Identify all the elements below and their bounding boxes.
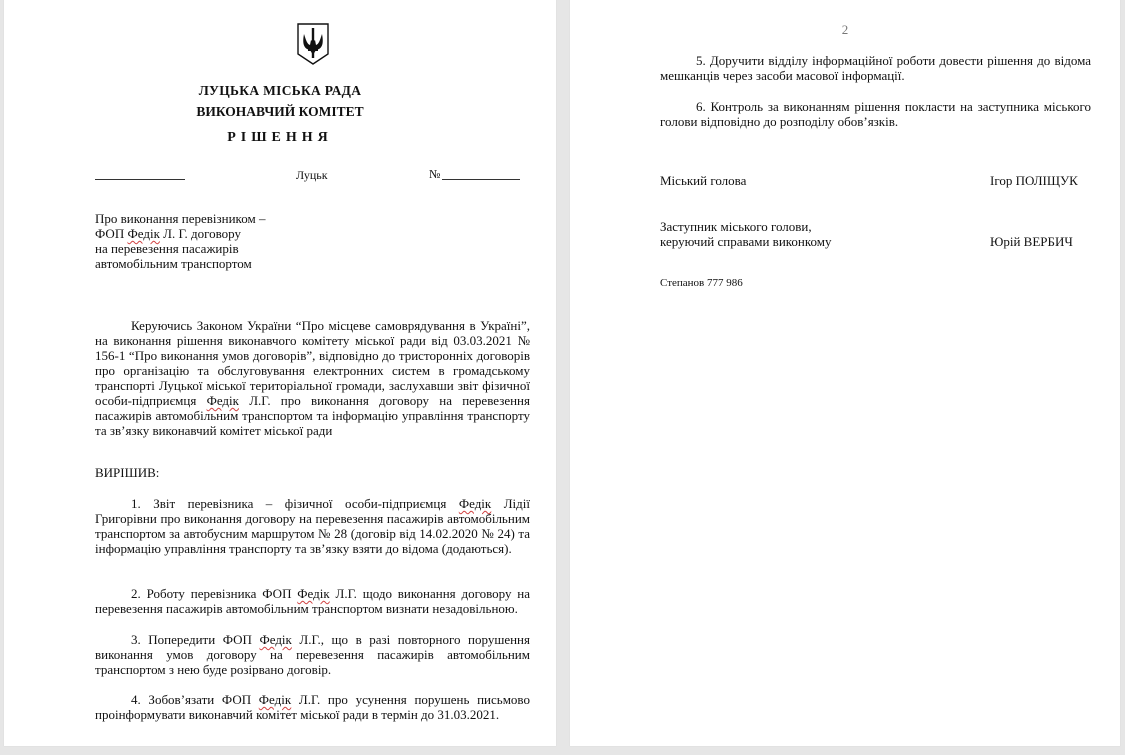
mayor-title: Міський голова	[660, 173, 747, 188]
deputy-title	[660, 219, 832, 249]
decision-item-4: 4. Зобов’язати ФОП Федік Л.Г. про усунення порушень письмово проінформувати виконавчий комітет міської ради в термін до 31.03.2021.	[95, 692, 530, 722]
decision-item-5: 5. Доручити відділу інформаційної роботи довести рішення до відома мешканців через засоби масової інформації.	[660, 53, 1091, 83]
deputy-title-line: Заступник міського голови,	[660, 219, 812, 234]
document-page-2	[570, 0, 1120, 746]
preamble-paragraph: Керуючись Законом України “Про місцеве самоврядування в Україні”, на виконання рішення виконавчого комітету міської ради від 03.03.2021 № 156-1 “Про виконання умов договорів”, відповідно до тристоронніх договорів про організацію та обслуговування електронних систем в громадському транспорті Луцької міської територіальної громади, заслухавши звіт фізичної особи-підприємця Федік Л.Г. про виконання договору на перевезення пасажирів автомобільним транспортом та інформацію управління транспорту та зв’язку виконавчий комітет міської ради	[95, 318, 530, 438]
subject-line: на перевезення пасажирів	[95, 241, 239, 256]
decision-title: РІШЕННЯ	[227, 130, 333, 145]
date-blank-line	[95, 179, 185, 180]
page-number: 2	[841, 22, 849, 37]
number-sign: №	[429, 167, 441, 181]
spellcheck-flagged-word: Федік	[259, 632, 292, 647]
deputy-title-line: керуючий справами виконкому	[660, 234, 832, 249]
coat-of-arms-icon	[296, 22, 330, 66]
executor-contact: Степанов 777 986	[660, 277, 743, 289]
spellcheck-flagged-word: Федік	[297, 586, 330, 601]
resolved-heading: ВИРІШИВ:	[95, 465, 160, 480]
deputy-name: Юрій ВЕРБИЧ	[990, 234, 1073, 249]
decision-item-6: 6. Контроль за виконанням рішення покласти на заступника міського голови відповідно до розподілу обов’язків.	[660, 99, 1091, 129]
council-name: ЛУЦЬКА МІСЬКА РАДА	[198, 83, 362, 98]
committee-name: ВИКОНАВЧИЙ КОМІТЕТ	[196, 104, 364, 119]
city-name: Луцьк	[296, 168, 328, 182]
spellcheck-flagged-word: Федік	[206, 393, 239, 408]
subject-line: Про виконання перевізником –	[95, 211, 266, 226]
subject-line: автомобільним транспортом	[95, 256, 252, 271]
number-blank-line	[442, 179, 520, 180]
decision-item-2: 2. Роботу перевізника ФОП Федік Л.Г. щодо виконання договору на перевезення пасажирів автомобільним транспортом визнати незадовільною.	[95, 586, 531, 616]
spellcheck-flagged-word: Федік	[127, 226, 160, 241]
spellcheck-flagged-word: Федік	[458, 496, 492, 511]
subject-line: ФОП Федік Л. Г. договору	[95, 226, 242, 241]
document-page-1	[4, 0, 556, 746]
decision-item-3: 3. Попередити ФОП Федік Л.Г., що в разі повторного порушення виконання умов договору на перевезення пасажирів автомобільним транспортом з нею буде розірвано договір.	[95, 632, 530, 677]
decision-subject	[95, 211, 335, 271]
spellcheck-flagged-word: Федік	[258, 692, 292, 707]
mayor-name: Ігор ПОЛІЩУК	[990, 173, 1078, 188]
decision-item-1: 1. Звіт перевізника – фізичної особи-підприємця Федік Лідії Григорівни про виконання договору на перевезення пасажирів автомобільним транспортом за автобусним маршрутом № 28 (договір від 14.02.2020 № 24) та інформацію управління транспорту та зв’язку взяти до відома (додаються).	[95, 496, 530, 556]
